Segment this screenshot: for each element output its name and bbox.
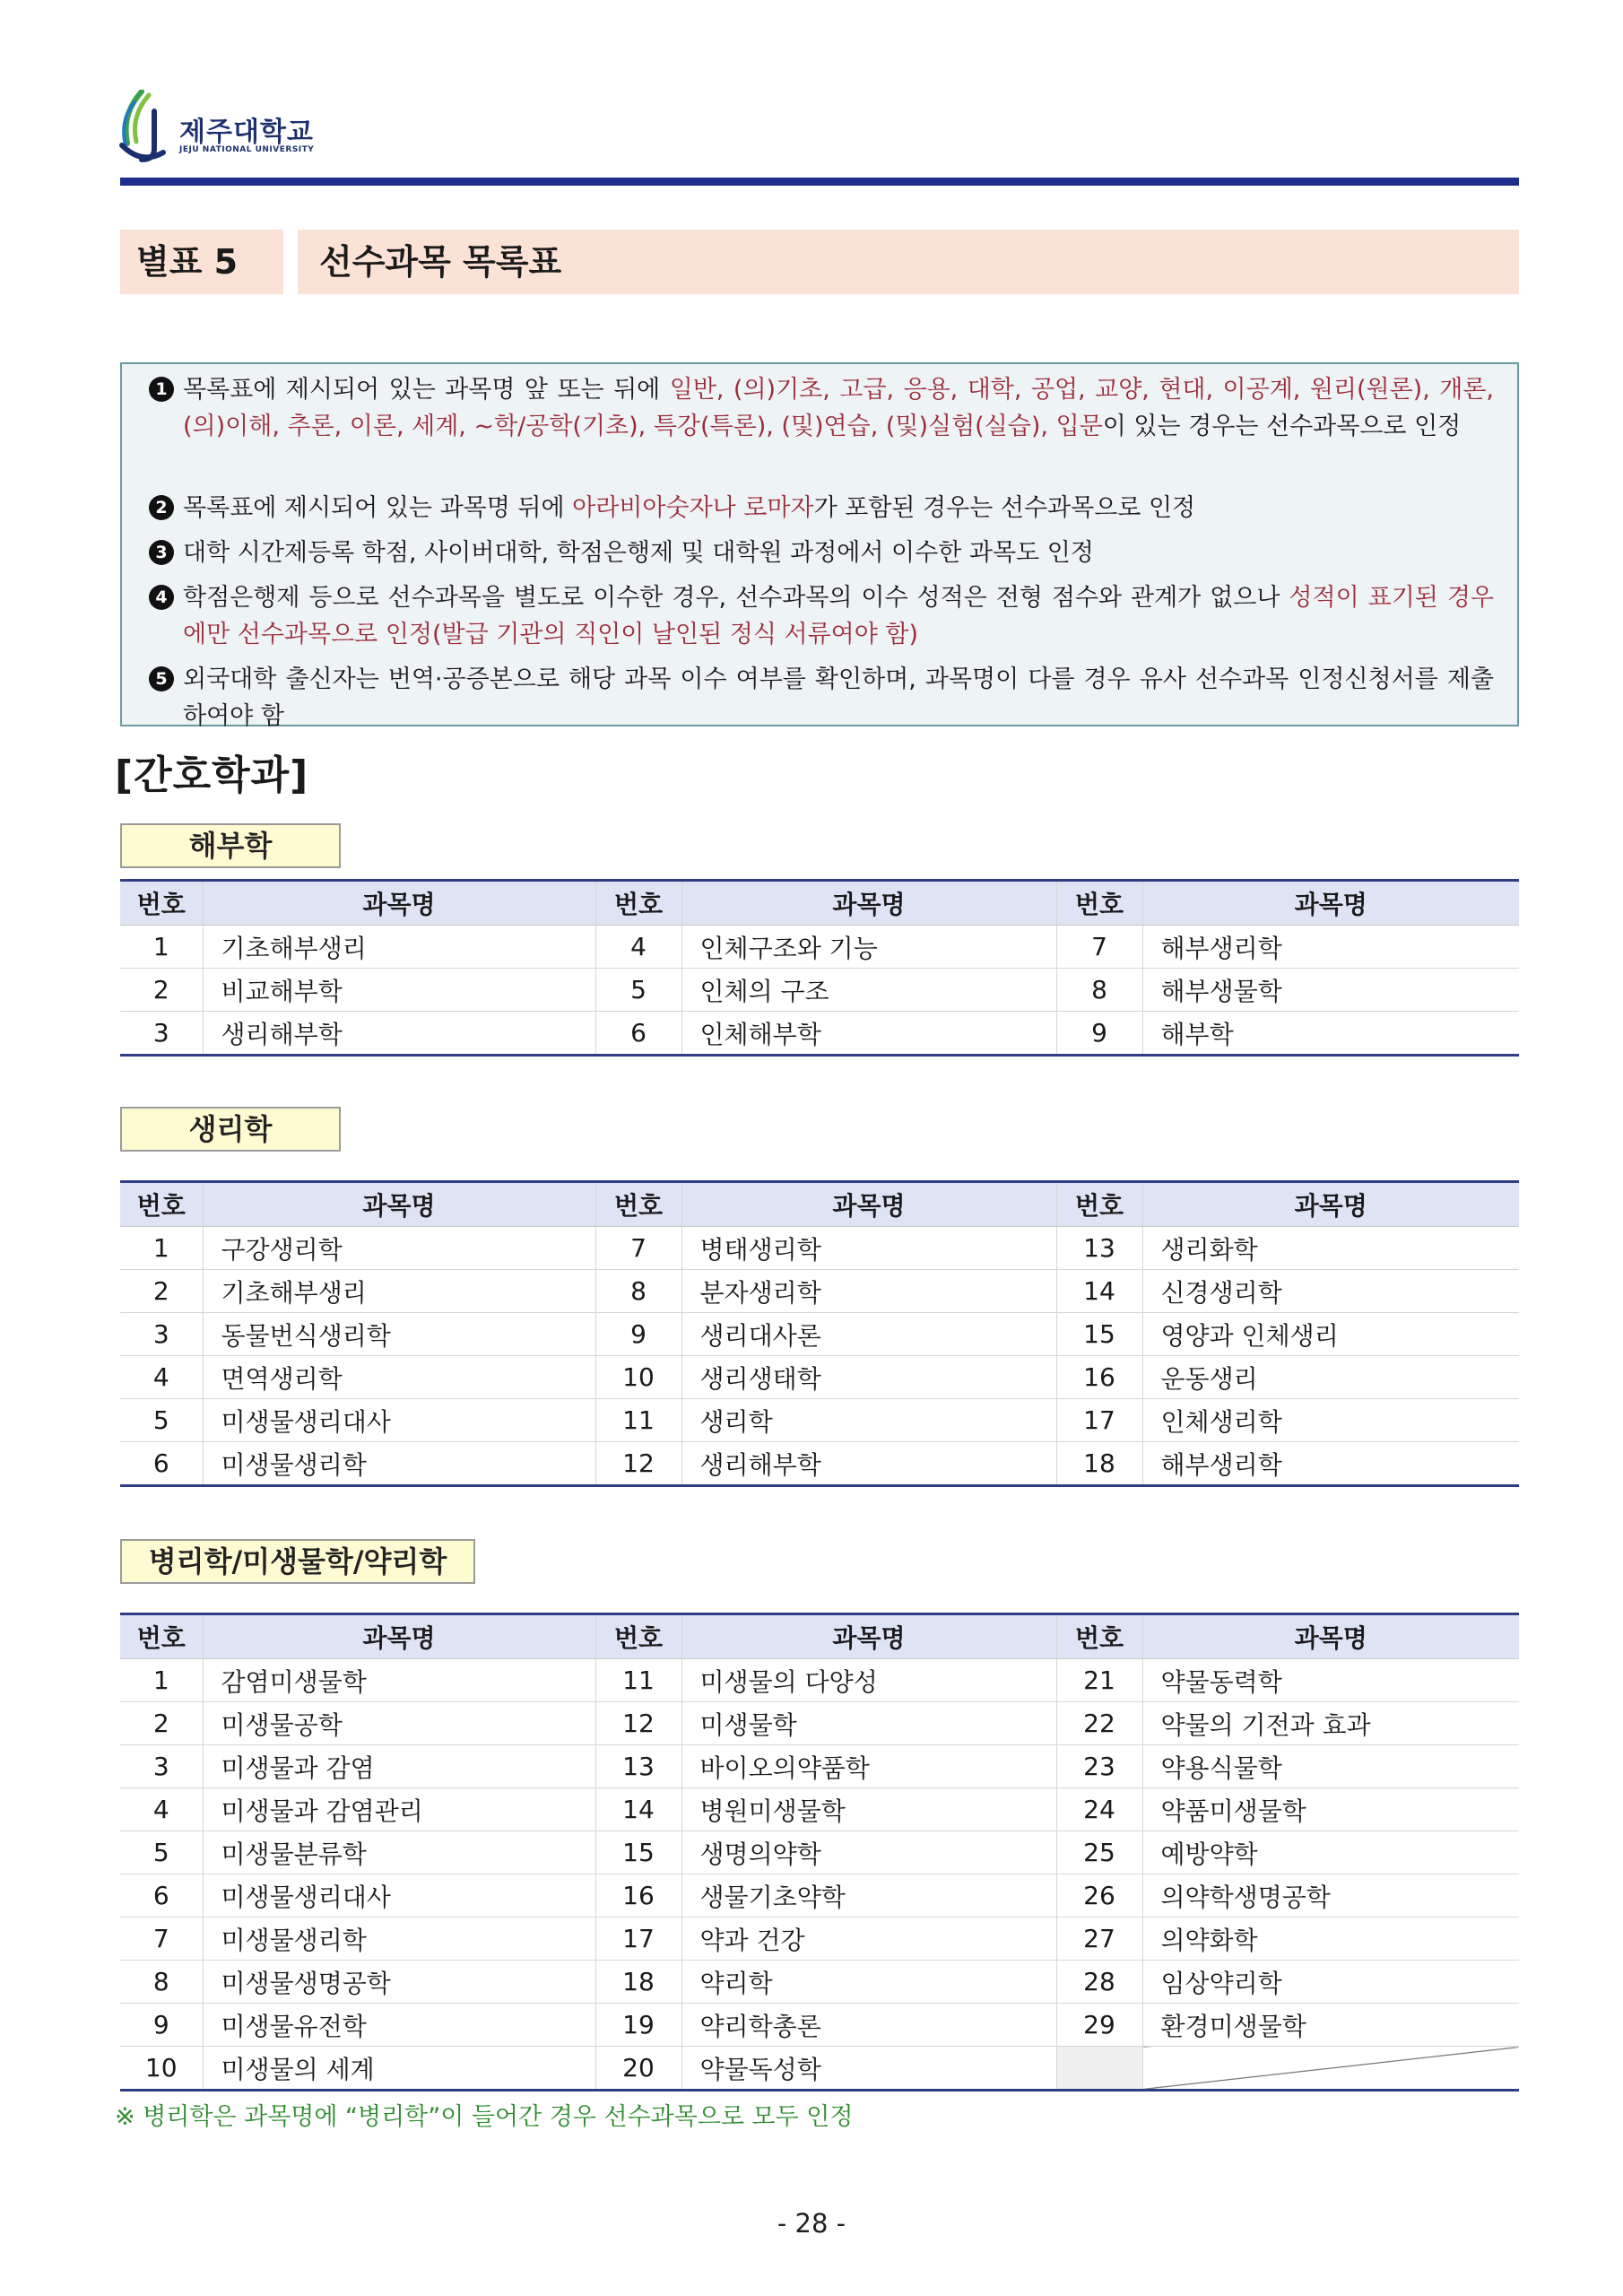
notice-number-icon: 1 <box>149 377 174 402</box>
course-number: 17 <box>1056 1399 1142 1442</box>
table-row <box>120 1442 1519 1486</box>
university-name: 제주대학교 <box>179 117 314 148</box>
course-name: 해부생리학 <box>1142 926 1519 969</box>
section-label: 병리학/미생물학/약리학 <box>120 1539 475 1584</box>
header-divider <box>120 178 1519 186</box>
course-number: 18 <box>595 1961 681 2004</box>
appendix-label: 별표 5 <box>120 230 283 294</box>
course-number: 16 <box>1056 1356 1142 1399</box>
table-row <box>120 1745 1519 1788</box>
column-header-name: 과목명 <box>203 1614 595 1659</box>
notice-number-icon: 2 <box>149 495 174 520</box>
notice-text <box>183 661 1494 735</box>
course-name: 생리생태학 <box>681 1356 1056 1399</box>
university-logo <box>115 90 330 170</box>
table-row <box>120 1012 1519 1056</box>
course-number: 13 <box>1056 1227 1142 1270</box>
course-name: 미생물생명공학 <box>203 1961 595 2004</box>
course-name: 면역생리학 <box>203 1356 595 1399</box>
course-name: 해부생리학 <box>1142 1442 1519 1486</box>
table-row <box>120 1874 1519 1918</box>
course-number: 26 <box>1056 1874 1142 1918</box>
column-header-name: 과목명 <box>1142 881 1519 926</box>
course-number: 12 <box>595 1702 681 1745</box>
notice-text <box>183 579 1494 653</box>
page-title: 선수과목 목록표 <box>298 230 1519 294</box>
notice-segment: 가 포함된 경우는 선수과목으로 인정 <box>813 494 1196 522</box>
column-header-name: 과목명 <box>203 881 595 926</box>
course-name: 생리학 <box>681 1399 1056 1442</box>
course-number: 10 <box>120 2047 203 2091</box>
notice-item-3 <box>149 535 1494 571</box>
course-name: 생물기초약학 <box>681 1874 1056 1918</box>
course-name: 생리화학 <box>1142 1227 1519 1270</box>
table-row <box>120 1702 1519 1745</box>
footnote: ※ 병리학은 과목명에 “병리학”이 들어간 경우 선수과목으로 모두 인정 <box>115 2103 854 2131</box>
course-number <box>1056 2047 1142 2091</box>
course-number: 6 <box>595 1012 681 1056</box>
course-name: 약리학총론 <box>681 2004 1056 2047</box>
course-number: 20 <box>595 2047 681 2091</box>
course-name: 미생물공학 <box>203 1702 595 1745</box>
course-number: 3 <box>120 1745 203 1788</box>
course-number: 18 <box>1056 1442 1142 1486</box>
course-name: 미생물과 감염 <box>203 1745 595 1788</box>
course-number: 9 <box>120 2004 203 2047</box>
course-number: 8 <box>120 1961 203 2004</box>
notice-highlight: 일반, (의)기초, 고급, 응용, 대학, 공업, 교양, 현대, 이공계, 원리(원론), 개론, (의)이해, 추론, 이론, 세계, ~학/공학(기초), 특강(특론), (및)연습, (및)실험(실습), 입문 <box>183 376 1495 440</box>
column-header-no: 번호 <box>1056 881 1142 926</box>
course-name: 환경미생물학 <box>1142 2004 1519 2047</box>
table-row <box>120 1313 1519 1356</box>
university-name-en: JEJU NATIONAL UNIVERSITY <box>179 145 315 154</box>
course-number: 4 <box>595 926 681 969</box>
notice-text <box>183 371 1494 445</box>
course-name: 인체의 구조 <box>681 969 1056 1012</box>
column-header-no: 번호 <box>595 1182 681 1227</box>
table-row <box>120 1831 1519 1874</box>
course-number: 4 <box>120 1356 203 1399</box>
course-name: 인체해부학 <box>681 1012 1056 1056</box>
course-name: 예방약학 <box>1142 1831 1519 1874</box>
course-number: 5 <box>120 1399 203 1442</box>
course-name: 생리해부학 <box>681 1442 1056 1486</box>
course-number: 25 <box>1056 1831 1142 1874</box>
course-number: 1 <box>120 1227 203 1270</box>
table-row <box>120 1356 1519 1399</box>
course-name: 영양과 인체생리 <box>1142 1313 1519 1356</box>
course-table <box>120 1613 1519 2092</box>
notice-item-5 <box>149 661 1494 735</box>
column-header-no: 번호 <box>1056 1614 1142 1659</box>
table-row <box>120 1961 1519 2004</box>
table-row <box>120 2047 1519 2091</box>
course-number: 12 <box>595 1442 681 1486</box>
course-number: 8 <box>1056 969 1142 1012</box>
course-name: 미생물과 감염관리 <box>203 1788 595 1831</box>
course-name: 미생물유전학 <box>203 2004 595 2047</box>
course-name: 생리해부학 <box>203 1012 595 1056</box>
column-header-no: 번호 <box>595 881 681 926</box>
course-table <box>120 1180 1519 1487</box>
column-header-name: 과목명 <box>1142 1182 1519 1227</box>
course-name: 미생물생리대사 <box>203 1874 595 1918</box>
course-name: 약과 건강 <box>681 1918 1056 1961</box>
course-number: 7 <box>595 1227 681 1270</box>
notice-text <box>183 535 1494 571</box>
course-name: 해부생물학 <box>1142 969 1519 1012</box>
column-header-name: 과목명 <box>1142 1614 1519 1659</box>
course-name: 기초해부생리 <box>203 1270 595 1313</box>
notice-segment: 학점은행제 등으로 선수과목을 별도로 이수한 경우, 선수과목의 이수 성적은 전형 점수와 관계가 없으나 <box>183 584 1289 612</box>
notice-highlight: 성적이 표기된 경우에만 선수과목으로 인정(발급 기관의 직인이 날인된 정식 서류여야 함) <box>183 584 1494 648</box>
course-number: 2 <box>120 1702 203 1745</box>
notice-segment: 외국대학 출신자는 번역·공증본으로 해당 과목 이수 여부를 확인하며, 과목명이 다를 경우 유사 선수과목 인정신청서를 제출하여야 함 <box>183 665 1494 730</box>
notice-item-1 <box>149 371 1494 445</box>
column-header-name: 과목명 <box>203 1182 595 1227</box>
notice-text <box>183 490 1494 526</box>
notice-highlight: 아라비아숫자나 로마자 <box>572 494 814 522</box>
course-number: 16 <box>595 1874 681 1918</box>
notice-number-icon: 5 <box>149 666 174 691</box>
course-name: 분자생리학 <box>681 1270 1056 1313</box>
table-row <box>120 1399 1519 1442</box>
course-name: 약물동력학 <box>1142 1659 1519 1702</box>
course-number: 7 <box>1056 926 1142 969</box>
course-number: 9 <box>1056 1012 1142 1056</box>
page-number: - 28 - <box>777 2208 846 2239</box>
course-number: 3 <box>120 1012 203 1056</box>
course-number: 14 <box>1056 1270 1142 1313</box>
course-name: 기초해부생리 <box>203 926 595 969</box>
course-name: 미생물의 다양성 <box>681 1659 1056 1702</box>
course-number: 17 <box>595 1918 681 1961</box>
course-number: 7 <box>120 1918 203 1961</box>
course-number: 5 <box>120 1831 203 1874</box>
notice-item-4 <box>149 579 1494 653</box>
course-number: 23 <box>1056 1745 1142 1788</box>
course-number: 15 <box>595 1831 681 1874</box>
course-number: 3 <box>120 1313 203 1356</box>
table-row <box>120 1659 1519 1702</box>
course-number: 9 <box>595 1313 681 1356</box>
table-row <box>120 1270 1519 1313</box>
course-number: 27 <box>1056 1918 1142 1961</box>
course-number: 14 <box>595 1788 681 1831</box>
department-heading: [간호학과] <box>115 752 309 798</box>
section-label: 해부학 <box>120 823 341 868</box>
course-name: 비교해부학 <box>203 969 595 1012</box>
course-number: 2 <box>120 1270 203 1313</box>
course-name: 구강생리학 <box>203 1227 595 1270</box>
column-header-no: 번호 <box>120 881 203 926</box>
column-header-no: 번호 <box>595 1614 681 1659</box>
column-header-no: 번호 <box>1056 1182 1142 1227</box>
course-name: 바이오의약품학 <box>681 1745 1056 1788</box>
course-name: 미생물생리학 <box>203 1918 595 1961</box>
course-number: 11 <box>595 1399 681 1442</box>
course-number: 4 <box>120 1788 203 1831</box>
section-label: 생리학 <box>120 1107 341 1152</box>
course-name: 약물독성학 <box>681 2047 1056 2091</box>
table-row <box>120 1918 1519 1961</box>
course-table <box>120 879 1519 1057</box>
course-name: 미생물생리학 <box>203 1442 595 1486</box>
course-number: 5 <box>595 969 681 1012</box>
course-name: 신경생리학 <box>1142 1270 1519 1313</box>
course-number: 6 <box>120 1442 203 1486</box>
table-row <box>120 1788 1519 1831</box>
notice-segment: 대학 시간제등록 학점, 사이버대학, 학점은행제 및 대학원 과정에서 이수한 과목도 인정 <box>183 539 1094 567</box>
course-name: 해부학 <box>1142 1012 1519 1056</box>
column-header-no: 번호 <box>120 1182 203 1227</box>
table-row <box>120 2004 1519 2047</box>
course-name <box>1142 2047 1519 2091</box>
course-number: 15 <box>1056 1313 1142 1356</box>
course-number: 13 <box>595 1745 681 1788</box>
course-name: 병태생리학 <box>681 1227 1056 1270</box>
notice-item-2 <box>149 490 1494 526</box>
course-number: 11 <box>595 1659 681 1702</box>
course-number: 8 <box>595 1270 681 1313</box>
course-name: 인체구조와 기능 <box>681 926 1056 969</box>
course-name: 의약학생명공학 <box>1142 1874 1519 1918</box>
course-name: 미생물분류학 <box>203 1831 595 1874</box>
table-row <box>120 926 1519 969</box>
notice-segment: 이 있는 경우는 선수과목으로 인정 <box>1102 413 1462 440</box>
course-name: 미생물의 세계 <box>203 2047 595 2091</box>
course-name: 생리대사론 <box>681 1313 1056 1356</box>
course-name: 약리학 <box>681 1961 1056 2004</box>
course-number: 19 <box>595 2004 681 2047</box>
course-number: 10 <box>595 1356 681 1399</box>
course-number: 21 <box>1056 1659 1142 1702</box>
course-name: 운동생리 <box>1142 1356 1519 1399</box>
course-name: 생명의약학 <box>681 1831 1056 1874</box>
course-name: 임상약리학 <box>1142 1961 1519 2004</box>
table-row <box>120 969 1519 1012</box>
course-number: 22 <box>1056 1702 1142 1745</box>
notice-segment: 목록표에 제시되어 있는 과목명 앞 또는 뒤에 <box>183 376 670 404</box>
course-name: 동물번식생리학 <box>203 1313 595 1356</box>
course-number: 1 <box>120 926 203 969</box>
course-number: 1 <box>120 1659 203 1702</box>
university-emblem-icon <box>115 90 170 165</box>
course-name: 병원미생물학 <box>681 1788 1056 1831</box>
column-header-name: 과목명 <box>681 1614 1056 1659</box>
notice-number-icon: 3 <box>149 540 174 565</box>
course-number: 2 <box>120 969 203 1012</box>
column-header-no: 번호 <box>120 1614 203 1659</box>
course-name: 약물의 기전과 효과 <box>1142 1702 1519 1745</box>
notice-box <box>120 362 1519 730</box>
course-name: 감염미생물학 <box>203 1659 595 1702</box>
course-name: 의약화학 <box>1142 1918 1519 1961</box>
course-name: 미생물생리대사 <box>203 1399 595 1442</box>
column-header-name: 과목명 <box>681 881 1056 926</box>
course-name: 약품미생물학 <box>1142 1788 1519 1831</box>
course-number: 6 <box>120 1874 203 1918</box>
notice-segment: 목록표에 제시되어 있는 과목명 뒤에 <box>183 494 573 522</box>
course-number: 28 <box>1056 1961 1142 2004</box>
column-header-name: 과목명 <box>681 1182 1056 1227</box>
course-name: 약용식물학 <box>1142 1745 1519 1788</box>
course-number: 29 <box>1056 2004 1142 2047</box>
course-number: 24 <box>1056 1788 1142 1831</box>
notice-number-icon: 4 <box>149 585 174 610</box>
course-name: 인체생리학 <box>1142 1399 1519 1442</box>
course-name: 미생물학 <box>681 1702 1056 1745</box>
table-row <box>120 1227 1519 1270</box>
